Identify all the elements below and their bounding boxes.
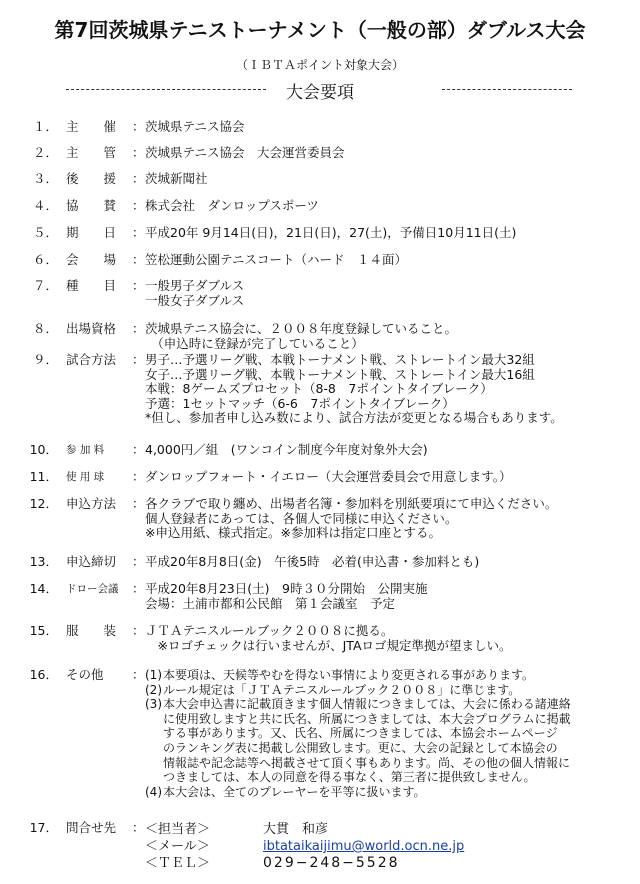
item-value <box>145 120 625 135</box>
note-line: ルール規定は「ＪＴＡテニスルールブック２００８」に準じます。 <box>163 682 521 697</box>
item-value <box>145 172 625 187</box>
notes-list <box>145 668 630 799</box>
item-value-line: 男子…予選リーグ戦、本戦トーナメント戦、ストレートイン最大32組 <box>145 352 535 367</box>
note-item <box>145 785 630 800</box>
document-title: 第7回茨城県テニストーナメント（一般の部）ダブルス大会 <box>54 18 586 42</box>
note-marker: (1) <box>145 668 162 682</box>
item-label: 後 援 <box>66 171 117 186</box>
item-value <box>145 624 625 653</box>
note-line: 本大会申込書に記載頂きます個人情報につきましては、大会に係わる諸連絡 <box>163 697 571 712</box>
item-value-line: 女子…予選リーグ戦、本戦トーナメント戦、ストレートイン最大16組 <box>145 366 535 382</box>
item-value-line: 一般男子ダブルス <box>145 278 245 293</box>
item-value-line: 笠松運動公園テニスコート（ハード １４面） <box>145 252 408 267</box>
item-number: ２． <box>32 145 58 160</box>
item-value <box>145 443 625 458</box>
item-value <box>145 353 625 426</box>
item-value-line: *但し、参加者申し込み数により、試合方法が変更となる場合もあります。 <box>145 410 563 426</box>
item-label: 主 管 <box>66 145 117 160</box>
item-value-line: 茨城県テニス協会 大会運営委員会 <box>145 145 345 160</box>
contact-mail-key: ＜メール＞ <box>145 839 210 854</box>
note-line: 情報誌や記念誌等へ掲載させて頂く事もあります。尚、その他の個人情報に <box>163 755 571 770</box>
item-value <box>145 497 625 541</box>
note-marker: (3) <box>145 697 162 712</box>
heading-divider-right <box>442 89 572 90</box>
item-number: 15． <box>29 623 58 638</box>
item-value <box>145 470 625 485</box>
item-value-line: 株式会社 ダンロップスポーツ <box>145 198 319 213</box>
item-label: 服 装 <box>66 623 117 638</box>
item-label: 会 場 <box>66 252 117 267</box>
note-marker: (2) <box>145 682 162 697</box>
contact-person-key: ＜担当者＞ <box>145 822 211 837</box>
item-number: 10． <box>29 442 58 457</box>
note-item <box>145 668 630 683</box>
item-value-line: （申込時に登録が完了していること） <box>145 335 364 351</box>
item-label: 試合方法 <box>66 352 117 367</box>
item-value-line: 平成20年8月8日(金) 午後5時 必着(申込書・参加料とも) <box>145 554 480 569</box>
contact-person: 大貫 和彦 <box>263 822 329 837</box>
item-label: 参 加 料 <box>66 444 105 456</box>
item-number: ７． <box>32 278 58 293</box>
item-number: 13． <box>29 554 58 569</box>
item-value-line: 平成20年8月23日(土) 9時３０分開始 公開実施 <box>145 581 428 596</box>
item-number: 12． <box>29 496 58 511</box>
item-value-line: 平成20年 9月14日(日)，21日(日)，27(土)，予備日10月11日(土) <box>145 225 517 240</box>
note-line: する事があります。又、氏名、所属につきましては、本協会ホームページ <box>163 726 558 741</box>
item-number: 16． <box>29 667 58 682</box>
note-marker: (4) <box>145 784 162 799</box>
item-label: 出場資格 <box>66 321 117 336</box>
item-value-line: ＪＴＡテニスルールブック２００８に拠る。 <box>145 623 394 638</box>
note-line: つきましては、本人の同意を得る事なく、第三者に提供致しません。 <box>163 770 536 785</box>
item-value <box>145 146 625 161</box>
contact-email-link[interactable]: ibtataikaijimu@world.ocn.ne.jp <box>263 839 465 854</box>
item-number: ９． <box>32 352 58 367</box>
item-value <box>145 322 625 351</box>
item-number: ５． <box>32 225 58 240</box>
item-value <box>145 279 625 308</box>
note-line: に使用致しますと共に氏名、所属につきましては、本大会プログラムに掲載 <box>163 711 571 726</box>
item-label: 問合せ先 <box>66 820 117 835</box>
item-number: 17． <box>29 820 58 835</box>
item-number: 11． <box>29 469 58 484</box>
item-value <box>145 253 625 268</box>
item-number: 14． <box>29 581 58 596</box>
note-line: 本要項は、天候等やむを得ない事情により変更される事があります。 <box>163 668 535 682</box>
contact-tel-key: ＜ＴＥＬ＞ <box>145 856 211 871</box>
item-value-line: ダンロップフォート・イエロー（大会運営委員会で用意します。） <box>145 469 512 484</box>
document-subtitle: （ＩＢＴＡポイント対象大会） <box>235 58 404 72</box>
item-label: 申込締切 <box>66 554 117 569</box>
item-label: 主 催 <box>66 119 117 134</box>
item-number: ６． <box>32 252 58 267</box>
item-value <box>145 226 625 241</box>
item-number: ３． <box>32 171 58 186</box>
note-item <box>145 697 630 785</box>
item-label: 期 日 <box>66 225 117 240</box>
item-value <box>145 582 625 611</box>
item-value-line: 各クラブで取り纏め、出場者名簿・参加料を別紙要項にて申込ください。 <box>145 496 558 511</box>
item-value-line: 本戦：8ゲームズプロセット（8-8 7ポイントタイブレーク） <box>145 381 493 397</box>
item-value-line: 茨城県テニス協会 <box>145 119 245 134</box>
heading-row <box>0 78 640 103</box>
item-value-line: 茨城新聞社 <box>145 171 208 186</box>
note-item <box>145 683 630 698</box>
item-value-line: ※ロゴチェックは行いませんが、JTAロゴ規定準拠が望ましい。 <box>145 637 512 653</box>
item-value <box>145 199 625 214</box>
item-label: 使 用 球 <box>66 471 105 483</box>
item-value-line: 会場：土浦市都和公民館 第１会議室 予定 <box>145 595 396 611</box>
item-number: ８． <box>32 321 58 336</box>
item-value-line: 4,000円／組 (ワンコイン制度今年度対象外大会) <box>145 442 428 457</box>
item-number: １． <box>32 119 58 134</box>
item-number: ４． <box>32 198 58 213</box>
item-label: 種 目 <box>66 278 117 293</box>
item-value-line: 予選：1セットマッチ（6-6 7ポイントタイブレーク） <box>145 395 455 411</box>
note-line: のランキング表に掲載し公開致します。更に、大会の記録として本協会の <box>163 740 558 755</box>
section-heading: 大会要項 <box>286 83 354 103</box>
item-value-line: 一般女子ダブルス <box>145 292 245 308</box>
item-label: ドロー会議 <box>66 583 119 595</box>
contact-phone: 029−248−5528 <box>263 855 400 871</box>
item-label: 協 賛 <box>66 198 117 213</box>
item-value-line: ※申込用紙、様式指定。※参加料は指定口座とする。 <box>145 525 441 541</box>
item-label: 申込方法 <box>66 496 117 511</box>
item-label: その他 <box>66 667 104 682</box>
note-line: 本大会は、全てのプレーヤーを平等に扱います。 <box>163 784 426 799</box>
item-value-line: 個人登録者にあっては、各個人で同様に申込ください。 <box>145 510 458 526</box>
item-value <box>145 555 625 570</box>
item-value-line: 茨城県テニス協会に、２００８年度登録していること。 <box>145 321 458 336</box>
